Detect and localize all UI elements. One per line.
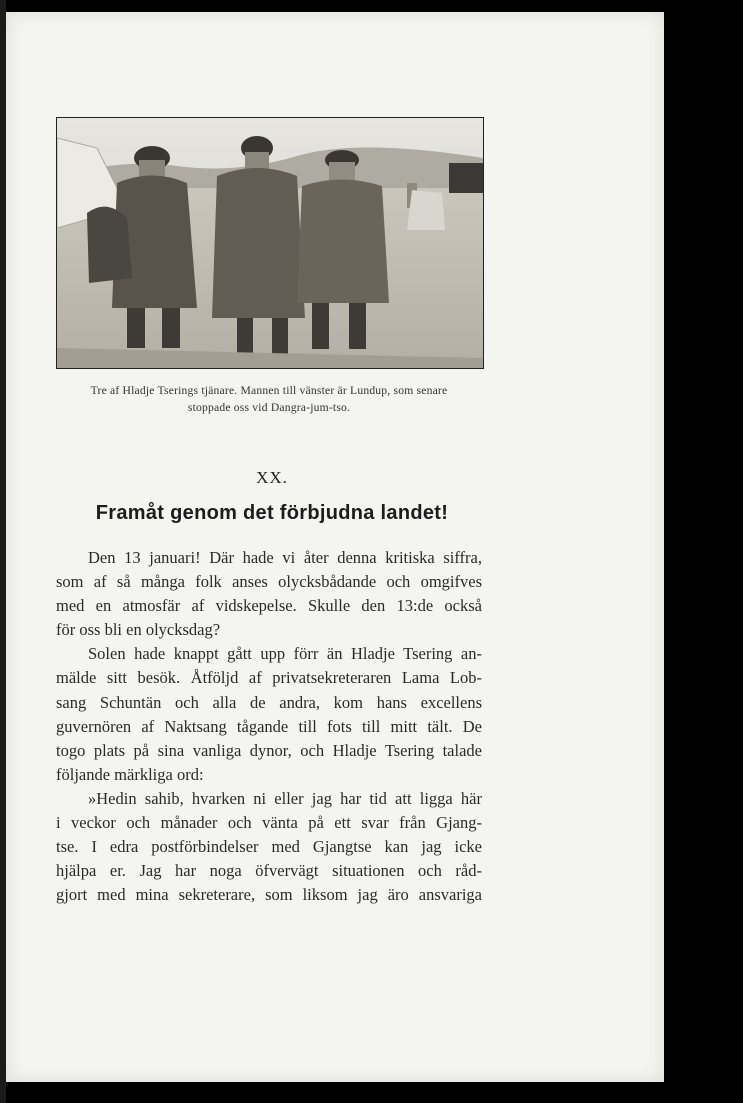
book-page xyxy=(6,12,664,1082)
text-line: med en atmosfär af vidskepelse. Skulle den 13:de också xyxy=(56,596,482,616)
photo-caption xyxy=(56,382,482,416)
text-line: som af så många folk anses olycksbådande och omgifves xyxy=(56,572,482,592)
text-line: Solen hade knappt gått upp förr än Hladje Tsering an- xyxy=(88,644,482,664)
text-line: mälde sitt besök. Åtföljd af privatsekreteraren Lama Lob- xyxy=(56,668,482,688)
text-line: »Hedin sahib, hvarken ni eller jag har tid att ligga här xyxy=(88,788,482,808)
text-line: hjälpa er. Jag har noga öfvervägt situationen och råd- xyxy=(56,861,482,881)
text-line: togo plats på sina vanliga dynor, och Hladje Tsering talade xyxy=(56,740,482,760)
text-line: Den 13 januari! Där hade vi åter denna kritiska siffra, xyxy=(88,548,482,567)
caption-line: stoppade oss vid Dangra-jum-tso. xyxy=(187,401,351,414)
photo-tent-right xyxy=(449,163,483,193)
text-line: gjort med mina sekreterare, som liksom jag äro ansvariga xyxy=(56,885,482,905)
photograph xyxy=(56,117,484,369)
chapter-number: XX. xyxy=(256,468,288,487)
text-line: guvernören af Naktsang tågande till fots till mitt tält. De xyxy=(56,716,482,736)
text-line: tse. I edra postförbindelser med Gjangtse kan jag icke xyxy=(56,837,482,857)
chapter-title: Framåt genom det förbjudna landet! xyxy=(95,502,449,524)
text-line: sang Schuntän och alla de andra, kom hans excellens xyxy=(56,692,482,712)
text-line: följande märkliga ord: xyxy=(56,764,204,784)
caption-line: Tre af Hladje Tserings tjänare. Mannen till vänster är Lundup, som senare xyxy=(90,384,448,397)
body-text xyxy=(56,546,482,907)
text-line: i veckor och månader och vänta på ett svar från Gjang- xyxy=(56,813,482,833)
text-line: för oss bli en olycksdag? xyxy=(56,620,221,640)
